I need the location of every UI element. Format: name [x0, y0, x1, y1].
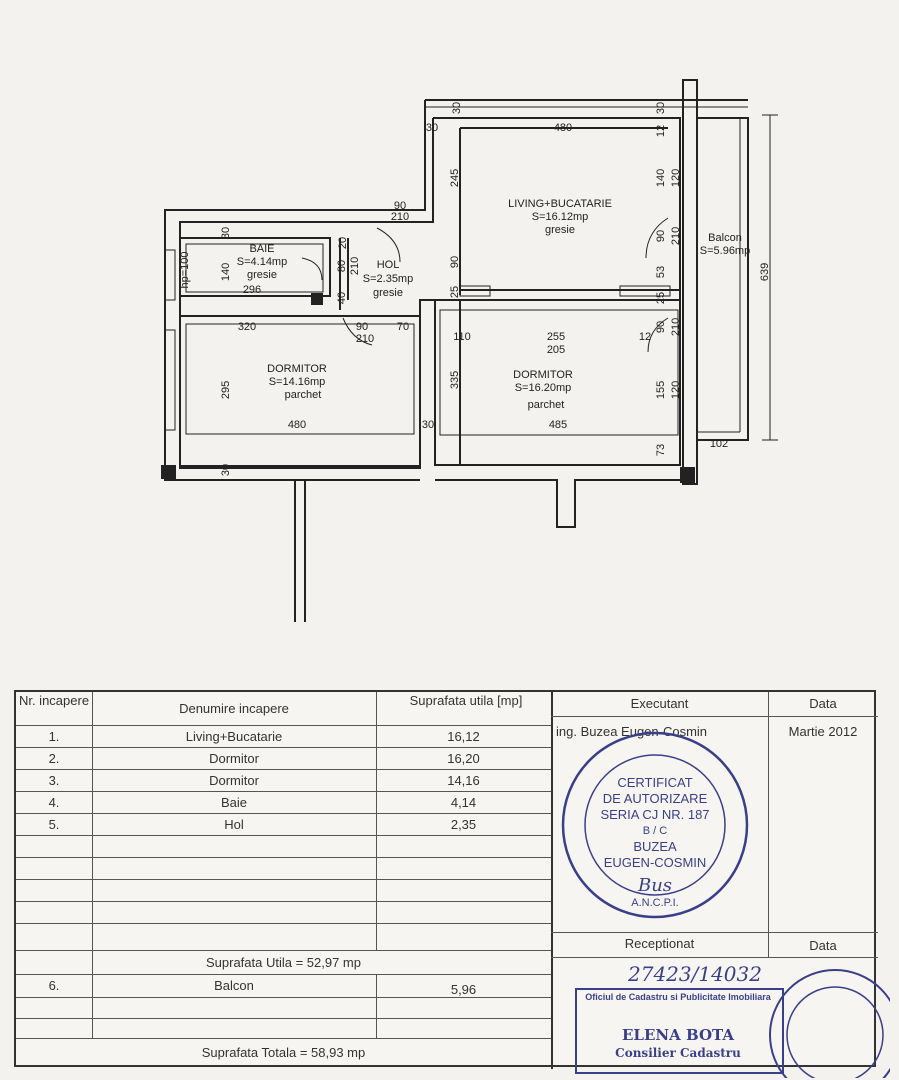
stamp2-name: ELENA BOTA [622, 1026, 734, 1044]
dim-30-bottom: 30 [220, 463, 232, 477]
executant-date: Martie 2012 [788, 724, 858, 739]
room-dormitor2-name: DORMITOR [513, 369, 573, 381]
row1-name: Living+Bucatarie [185, 729, 283, 744]
room-living-name: LIVING+BUCATARIE [508, 198, 612, 210]
dim-295: 295 [220, 380, 232, 400]
stamp2-number: 27423/14032 [628, 962, 762, 986]
total-area: Suprafata Totala = 58,93 mp [201, 1045, 366, 1060]
room-hol-name: HOL [376, 259, 400, 271]
stamp1-l1: CERTIFICAT [617, 775, 693, 790]
dim-485: 485 [548, 419, 568, 431]
stamp1-l7: A.N.C.P.I. [631, 897, 679, 909]
dim-210-door: 210 [355, 333, 375, 345]
executant-name: ing. Buzea Eugen-Cosmin [556, 724, 708, 739]
dim-140-baie: 140 [220, 262, 232, 282]
receptionat-label: Receptionat [624, 936, 695, 951]
stamp1-l6: EUGEN-COSMIN [603, 855, 707, 870]
dim-245: 245 [449, 168, 461, 188]
room-living-finish: gresie [545, 224, 575, 236]
dim-25: 25 [449, 285, 461, 299]
dim-480-mid: 480 [287, 419, 307, 431]
dim-12-b: 12 [638, 331, 652, 343]
room-hol-area: S=2.35mp [362, 273, 414, 285]
row6-area: 5,96 [450, 982, 477, 997]
row1-area: 16,12 [447, 729, 480, 744]
dim-20: 20 [337, 236, 349, 250]
stamp2-title: Consilier Cadastru [615, 1046, 741, 1060]
dim-210: 210 [390, 211, 410, 223]
subtotal-util: Suprafata Utila = 52,97 mp [205, 955, 361, 970]
stamp1-l4: B / C [642, 825, 668, 837]
row6-nr: 6. [48, 978, 60, 993]
dim-210-dorm: 210 [670, 317, 682, 337]
dim-25-b: 25 [655, 291, 667, 305]
row1-nr: 1. [48, 729, 60, 744]
dim-120-b: 120 [670, 380, 682, 400]
authorization-stamp [555, 725, 755, 925]
dim-255: 255 [546, 331, 566, 343]
dim-335: 335 [449, 370, 461, 390]
room-dormitor2-area: S=16.20mp [514, 382, 572, 394]
room-baie-finish: gresie [247, 269, 277, 281]
dim-480-top: 480 [553, 122, 573, 134]
room-dormitor1-finish: parchet [284, 389, 322, 401]
row6-name: Balcon [214, 978, 254, 993]
dim-210-hol: 210 [349, 256, 361, 276]
dim-90-door: 90 [355, 321, 369, 333]
dim-30-v2: 30 [655, 101, 667, 115]
stamp1-l2: DE AUTORIZARE [602, 791, 708, 806]
stamp1-signature: Bus [637, 875, 673, 896]
header-nr: Nr. incapere [18, 693, 90, 708]
row5-area: 2,35 [450, 817, 477, 832]
dim-30: 30 [425, 122, 439, 134]
room-balcon-area: S=5.96mp [699, 245, 751, 257]
dim-73: 73 [655, 443, 667, 457]
dim-hp100: hp=100 [179, 251, 191, 289]
dim-12: 12 [655, 124, 667, 138]
row4-nr: 4. [48, 795, 60, 810]
room-baie-width: 296 [242, 284, 262, 296]
dim-90-dorm: 90 [655, 320, 667, 334]
room-dormitor1-name: DORMITOR [267, 363, 327, 375]
header-area: Suprafata utila [mp] [409, 693, 523, 708]
dim-70: 70 [396, 321, 410, 333]
wall-outer [165, 100, 425, 622]
row3-nr: 3. [48, 773, 60, 788]
dim-205: 205 [546, 344, 566, 356]
dim-110: 110 [453, 331, 471, 343]
cadastru-stamp [570, 960, 890, 1078]
dim-140: 140 [655, 168, 667, 188]
row2-area: 16,20 [447, 751, 480, 766]
row5-name: Hol [224, 817, 244, 832]
room-hol-finish: gresie [373, 287, 403, 299]
stamp1-l5: BUZEA [633, 839, 677, 854]
stamp2-seal-icon [765, 960, 890, 1078]
dim-120: 120 [670, 168, 682, 188]
row4-name: Baie [220, 795, 248, 810]
row2-name: Dormitor [209, 751, 259, 766]
row5-nr: 5. [48, 817, 60, 832]
row2-nr: 2. [48, 751, 60, 766]
dim-90-living: 90 [449, 255, 461, 269]
dim-102: 102 [709, 438, 729, 450]
dim-53: 53 [655, 265, 667, 279]
dim-639: 639 [759, 262, 771, 282]
data2-label: Data [809, 938, 837, 953]
dim-320: 320 [237, 321, 257, 333]
row4-area: 4,14 [450, 795, 477, 810]
room-living-area: S=16.12mp [531, 211, 589, 223]
dim-90: 90 [393, 200, 407, 212]
room-dormitor2-finish: parchet [527, 399, 565, 411]
dim-30-baie: 30 [220, 226, 232, 240]
room-balcon-name: Balcon [708, 232, 742, 244]
header-executant: Executant [630, 696, 689, 711]
row3-area: 14,16 [447, 773, 480, 788]
dim-30-v: 30 [451, 101, 463, 115]
dim-80: 80 [336, 259, 348, 273]
stamp1-l3: SERIA CJ NR. 187 [600, 807, 710, 822]
room-baie-name: BAIE [249, 243, 275, 255]
dim-30-mid: 30 [421, 419, 435, 431]
header-name: Denumire incapere [179, 701, 289, 716]
dim-155: 155 [655, 380, 667, 400]
room-dormitor1-area: S=14.16mp [268, 376, 326, 388]
dim-210-v: 210 [670, 226, 682, 246]
room-baie-area: S=4.14mp [236, 256, 288, 268]
row3-name: Dormitor [209, 773, 259, 788]
stamp2-line1: Oficiul de Cadastru si Publicitate Imobiliara [585, 992, 771, 1002]
dim-40: 40 [336, 291, 348, 305]
dim-90-v: 90 [655, 229, 667, 243]
header-data: Data [809, 696, 837, 711]
